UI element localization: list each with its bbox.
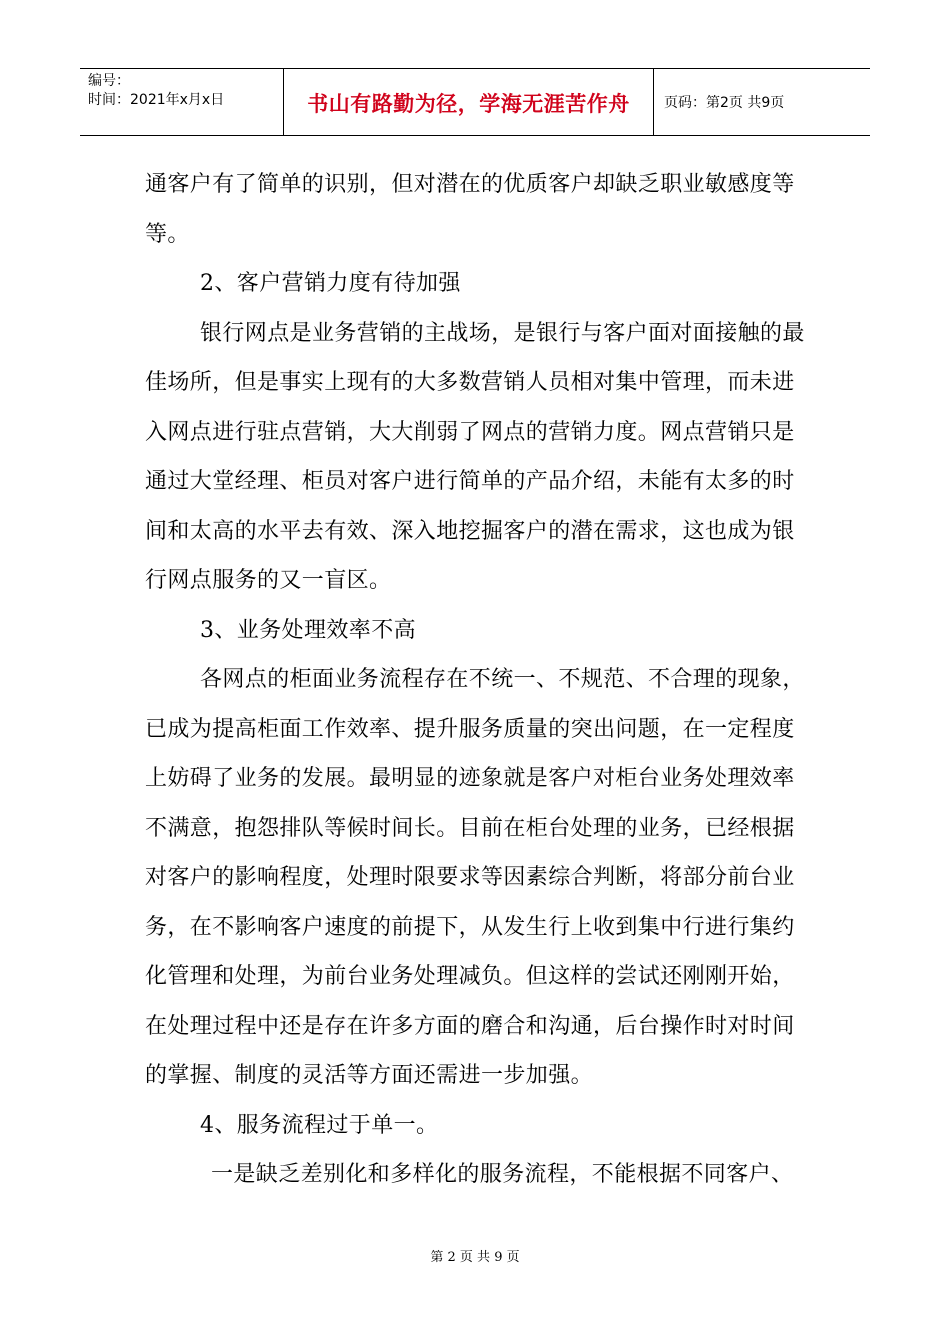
document-number-label: 编号： [88, 73, 130, 89]
page-footer [0, 1246, 950, 1265]
document-body [145, 160, 807, 1200]
body-paragraph: 通客户有了简单的识别，但对潜在的优质客户却缺乏职业敏感度等等。 [145, 172, 795, 247]
body-paragraph: 一是缺乏差别化和多样化的服务流程，不能根据不同客户、 [211, 1162, 794, 1187]
header-page-info: 页码：第2页 共9页 [664, 95, 785, 111]
section-heading: 2、客户营销力度有待加强 [200, 271, 461, 296]
document-date-label: 时间：2021年x月x日 [88, 92, 225, 108]
header-motto: 书山有路勤为径，学海无涯苦作舟 [307, 92, 630, 116]
header-meta-cell [80, 69, 283, 135]
header-page-cell [654, 69, 870, 135]
footer-page-number: 第 2 页 共 9 页 [430, 1250, 520, 1265]
section-heading: 3、业务处理效率不高 [200, 617, 416, 643]
body-paragraph: 银行网点是业务营销的主战场，是银行与客户面对面接触的最佳场所，但是事实上现有的大多数营销人员相对集中管理，而未进入网点进行驻点营销，大大削弱了网点的营销力度。网点营销只是通过大堂经理、柜员对客户进行简单的产品介绍，未能有太多的时间和太高的水平去有效、深入地挖掘客户的潜在需求，这也成为银行网点服务的又一盲区。 [145, 320, 805, 593]
header-motto-cell [283, 69, 654, 135]
body-paragraph: 各网点的柜面业务流程存在不统一、不规范、不合理的现象，已成为提高柜面工作效率、提升服务质量的突出问题，在一定程度上妨碍了业务的发展。最明显的迹象就是客户对柜台业务处理效率不满意，抱怨排队等候时间长。目前在柜台处理的业务，已经根据对客户的影响程度，处理时限要求等因素综合判断，将部分前台业务，在不影响客户速度的前提下，从发生行上收到集中行进行集约化管理和处理，为前台业务处理减负。但这样的尝试还刚刚开始，在处理过程中还是存在许多方面的磨合和沟通，后台操作时对时间的掌握、制度的灵活等方面还需进一步加强。 [145, 667, 805, 1088]
section-heading: 4、服务流程过于单一。 [200, 1112, 439, 1138]
document-header [80, 68, 870, 136]
